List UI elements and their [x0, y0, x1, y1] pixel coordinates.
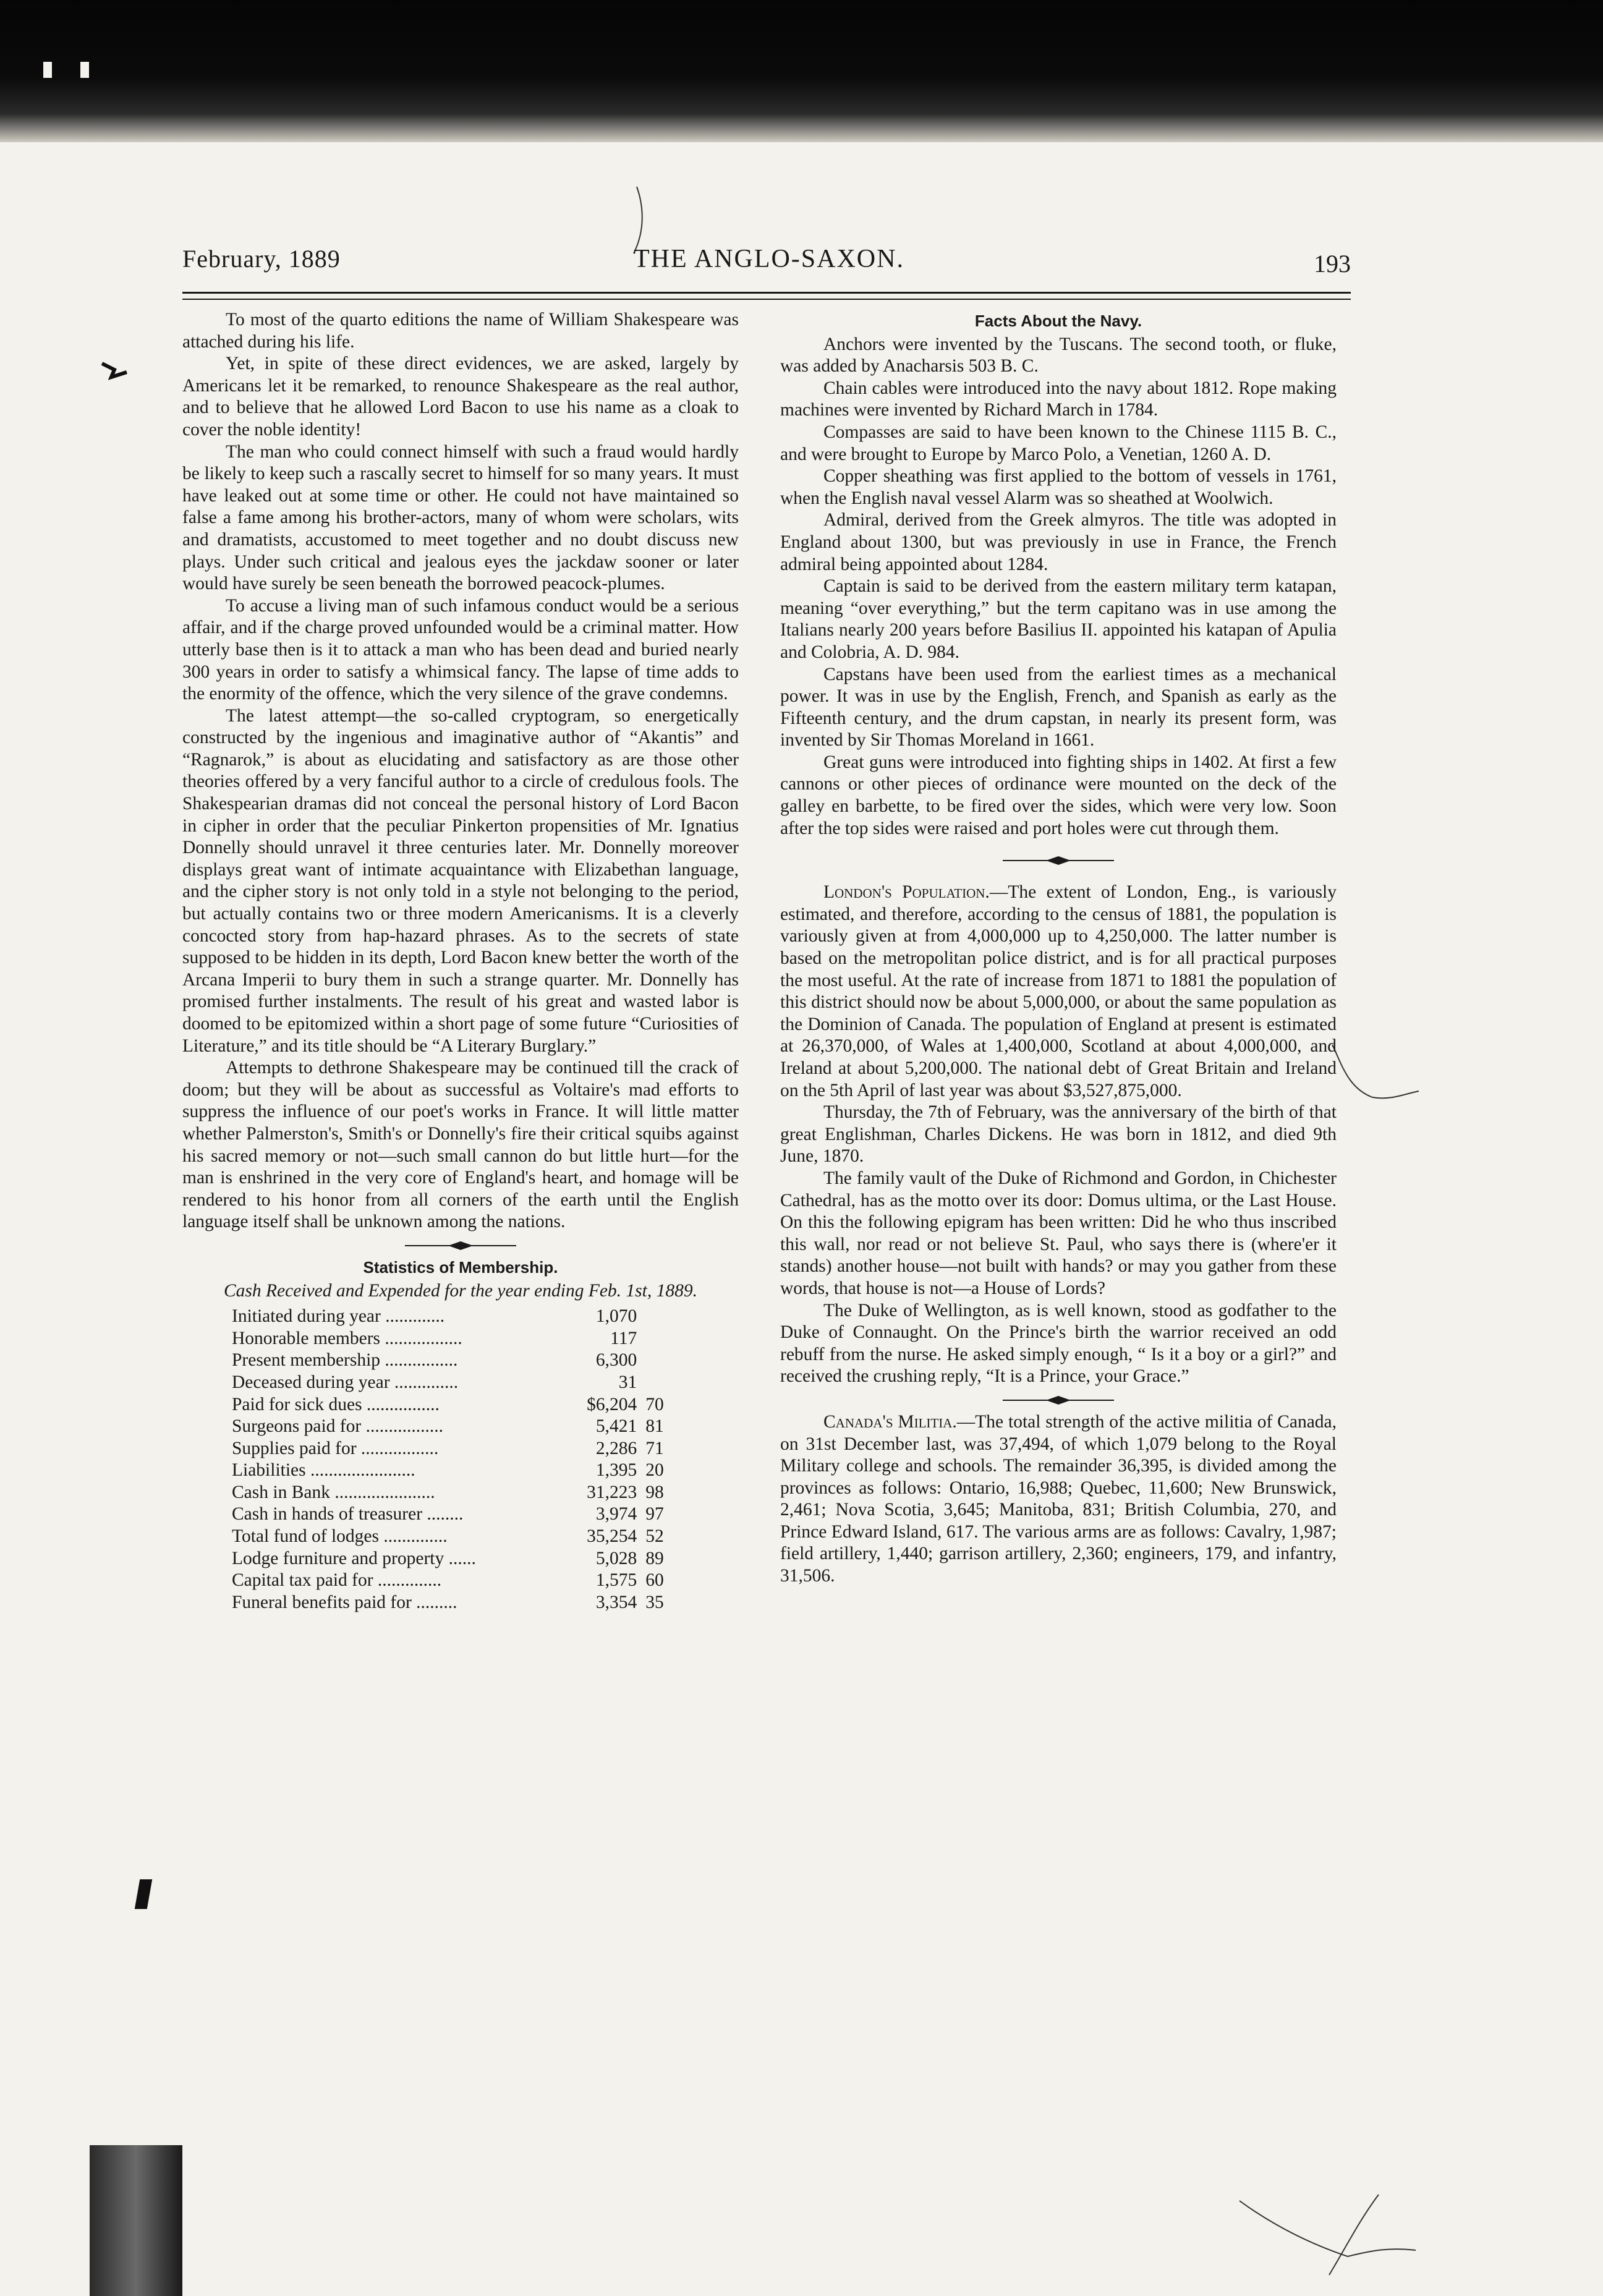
stats-cents: 60: [645, 1570, 664, 1591]
stats-label: Honorable members .................: [232, 1328, 462, 1348]
stats-amount: 3,974: [595, 1504, 637, 1524]
publication-title: THE ANGLO-SAXON.: [634, 245, 904, 273]
stats-label: Paid for sick dues ................: [232, 1394, 440, 1414]
scan-mark: [80, 62, 89, 78]
stats-cents: 97: [645, 1504, 664, 1524]
stats-row: [232, 1482, 689, 1504]
pen-scribble-bottom: [1236, 2188, 1422, 2281]
navy-paragraph: Chain cables were introduced into the navy about 1812. Rope making machines were invented by Richard March in 1784.: [780, 378, 1337, 420]
stats-label: Funeral benefits paid for .........: [232, 1592, 457, 1612]
section-divider: [182, 1238, 739, 1251]
stats-row: [232, 1460, 689, 1482]
stats-label: Deceased during year ..............: [232, 1372, 459, 1392]
stats-label: Total fund of lodges ..............: [232, 1526, 448, 1547]
left-column: [182, 309, 739, 1614]
scan-top-band: [0, 0, 1603, 142]
stats-cents: [637, 1306, 689, 1328]
stats-label: Lodge furniture and property ......: [232, 1548, 476, 1568]
stats-row: [232, 1416, 689, 1438]
canada-lead: Canada's Militia.: [823, 1411, 957, 1432]
stats-row: [232, 1372, 689, 1394]
stats-amount: 2,286: [595, 1438, 637, 1458]
article-paragraph: To accuse a living man of such infamous conduct would be a serious affair, and if the charge proved unfounded would be a criminal matter. How utterly base then is it to attack a man who has been dead and buried nearly 300 years in order to satisfy a whimsical fancy. The lapse of time adds to the enormity of the offence, which the very silence of the grave condemns.: [182, 595, 739, 704]
stats-cents: 35: [645, 1592, 664, 1612]
section-divider: [780, 853, 1337, 865]
page-number: 193: [1314, 250, 1351, 278]
stats-cents: [637, 1372, 689, 1394]
stats-amount: 1,575: [595, 1570, 637, 1591]
stats-row: [232, 1328, 689, 1350]
article-paragraph: Yet, in spite of these direct evidences, we are asked, largely by Americans let it be remarked, to renounce Shakespeare as the real author, and to believe that he allowed Lord Bacon to use his name as a cloak to cover the noble identity!: [182, 354, 739, 440]
stats-row: [232, 1592, 689, 1614]
stats-label: Supplies paid for .................: [232, 1438, 439, 1458]
stats-row: [232, 1548, 689, 1570]
stats-row: [232, 1350, 689, 1372]
stats-amount: 3,354: [595, 1592, 637, 1612]
stats-cents: 98: [645, 1482, 664, 1502]
stats-heading: Statistics of Membership.: [363, 1257, 558, 1277]
pen-mark-margin: [99, 359, 136, 383]
stats-cents: [637, 1328, 689, 1350]
stats-label: Initiated during year .............: [232, 1306, 445, 1327]
membership-stats-table: [232, 1306, 689, 1614]
right-column: [780, 309, 1337, 1588]
stats-cents: 81: [645, 1416, 664, 1437]
stats-cents: 52: [645, 1526, 664, 1547]
stats-amount: 117: [610, 1328, 637, 1348]
stats-subheading: Cash Received and Expended for the year ending Feb. 1st, 1889.: [224, 1280, 697, 1301]
stats-label: Cash in Bank ......................: [232, 1482, 435, 1502]
navy-paragraph: Anchors were invented by the Tuscans. The second tooth, or fluke, was added by Anacharsis 503 B. C.: [780, 334, 1337, 376]
navy-paragraph: Copper sheathing was first applied to the bottom of vessels in 1761, when the English naval vessel Alarm was so sheathed at Woolwich.: [780, 466, 1337, 508]
page-header: [182, 244, 1351, 287]
london-text: —The extent of London, Eng., is variously estimated, and therefore, according to the census of 1881, the population is variously given at from 4,000,000 up to 4,250,000. The latter number is based on the metropolitan police district, and is for all practical purposes the most useful. At the rate of increase from 1871 to 1881 the population of this district should now be about 5,000,000, or about the same population as the Dominion of Canada. The population of England at present is estimated at 26,370,000, of Wales at 1,400,000, Scotland at about 4,000,000, and Ireland at about 5,200,000. The national debt of Great Britain and Ireland on the 5th April of last year was about $3,527,875,000.: [780, 882, 1337, 1100]
stats-amount: 5,028: [595, 1548, 637, 1568]
stats-cents: 89: [645, 1548, 664, 1568]
canada-text: —The total strength of the active militia of Canada, on 31st December last, was 37,494, of which 1,079 belong to the Royal Military college and schools. The remainder 36,395, is divided among the provinces as follows: Ontario, 16,988; Quebec, 11,600; New Brunswick, 2,461; Nova Scotia, 3,645; Manitoba, 831; British Columbia, 270, and Prince Edward Island, 617. The various arms are as follows: Cavalry, 1,987; field artillery, 1,440; garrison artillery, 2,360; engineers, 179, and infantry, 31,506.: [780, 1411, 1337, 1586]
navy-heading: Facts About the Navy.: [974, 312, 1142, 330]
stats-label: Liabilities .......................: [232, 1460, 415, 1481]
stats-row: [232, 1526, 689, 1548]
stats-cents: 70: [645, 1394, 664, 1414]
stats-row: [232, 1503, 689, 1526]
scan-mark: [43, 62, 52, 78]
stats-label: Surgeons paid for .................: [232, 1416, 443, 1437]
london-paragraph: [780, 882, 1337, 1102]
richmond-paragraph: The family vault of the Duke of Richmond and Gordon, in Chichester Cathedral, has as the motto over its door: Domus ultima, or the Last House. On this the following epigram has been written: Did he who thus inscribed this wall, nor read or not believe St. Paul, who says there is (where'er it stands) another house—not built with hands? or may you gather from these words, that house is not—a House of Lords?: [780, 1168, 1337, 1298]
stats-row: [232, 1394, 689, 1416]
navy-paragraph: Compasses are said to have been known to the Chinese 1115 B. C., and were brought to Europe by Marco Polo, a Venetian, 1260 A. D.: [780, 422, 1337, 464]
stats-amount: 1,395: [595, 1460, 637, 1481]
navy-paragraph: Great guns were introduced into fighting ships in 1402. At first a few cannons or other pieces of ordinance were mounted on the deck of the galley en barbette, to be fired over the sides, which were very low. Soon after the top sides were raised and port holes were cut through them.: [780, 752, 1337, 838]
article-paragraph: The man who could connect himself with such a fraud would hardly be likely to keep such a rascally secret to himself for so many years. It must have leaked out at some time or other. He could not have maintained so false a fame among his brother-actors, many of whom were scholars, wits and dramatists, accustomed to meet together and no doubt discuss new plays. Under such critical and jealous eyes the jackdaw sooner or later would have surely be seen beneath the borrowed peacock-plumes.: [182, 441, 739, 594]
ink-blot: [135, 1879, 152, 1909]
stats-amount: 31,223: [587, 1482, 637, 1502]
binding-clip: [90, 2145, 182, 2296]
article-paragraph: The latest attempt—the so-called cryptogram, so energetically constructed by the ingenious and imaginative author of “Akantis” and “Ragnarok,” is about as elucidating and satisfactory as are those other theories offered by a very fanciful author to a circle of credulous fools. The Shakespearian dramas did not conceal the personal history of Lord Bacon in cipher in order that the peculiar Pinkerton propensities of Mr. Ignatius Donnelly should unravel it three centuries later. Mr. Donnelly moreover displays great want of intimate acquaintance with Elizabethan language, and the cipher story is not only told in a style not belonging to the period, but actually contains two or three modern Americanisms. It is a cleverly concocted story from hap-hazard phrases. As to the secrets of state supposed to be hidden in its depth, Lord Bacon knew better the worth of the Arcana Imperii to bury them in such a strange quarter. Mr. Donnelly has promised further instalments. The result of his great and wasted labor is doomed to be epitomized within a short page of some future “Curiosities of Literature,” and its title should be “A Literary Burglary.”: [182, 705, 739, 1056]
stats-amount: 6,300: [595, 1350, 637, 1371]
stats-amount: 31: [618, 1372, 637, 1392]
navy-paragraph: Capstans have been used from the earliest times as a mechanical power. It was in use by the English, French, and Spanish as early as the Fifteenth century, and the drum capstan, in nearly its present form, was invented by Sir Thomas Moreland in 1661.: [780, 664, 1337, 750]
canada-paragraph: [780, 1411, 1337, 1588]
section-divider: [780, 1393, 1337, 1405]
issue-date: February, 1889: [182, 245, 341, 273]
stats-label: Cash in hands of treasurer ........: [232, 1504, 464, 1524]
stats-cents: 20: [645, 1460, 664, 1481]
wellington-paragraph: The Duke of Wellington, as is well known, stood as godfather to the Duke of Connaught. On the Prince's birth the warrior received an odd rebuff from the nurse. He asked simply enough, “ Is it a boy or a girl?” and received the crushing reply, “It is a Prince, your Grace.”: [780, 1300, 1337, 1387]
stats-amount: $6,204: [587, 1394, 637, 1414]
dickens-paragraph: Thursday, the 7th of February, was the anniversary of the birth of that great Englishman, Charles Dickens. He was born in 1812, and died 9th June, 1870.: [780, 1102, 1337, 1167]
london-lead: London's Population.: [823, 882, 990, 903]
stats-amount: 35,254: [587, 1526, 637, 1547]
stats-row: [232, 1438, 689, 1460]
stats-row: [232, 1306, 689, 1328]
header-rule: [182, 292, 1351, 300]
article-paragraph: To most of the quarto editions the name of William Shakespeare was attached during his life.: [182, 310, 739, 352]
stats-cents: [637, 1350, 689, 1372]
navy-paragraph: Captain is said to be derived from the eastern military term katapan, meaning “over everything,” but the term capitano was in use among the Italians nearly 200 years before Basilius II. appointed his katapan of Apulia and Colobria, A. D. 984.: [780, 576, 1337, 662]
pen-scribble-right: [1329, 1039, 1422, 1113]
stats-amount: 5,421: [595, 1416, 637, 1437]
stats-row: [232, 1570, 689, 1592]
stats-label: Present membership ................: [232, 1350, 458, 1371]
stats-amount: 1,070: [595, 1306, 637, 1327]
stats-cents: 71: [645, 1438, 664, 1458]
article-paragraph: Attempts to dethrone Shakespeare may be continued till the crack of doom; but they will be about as successful as Voltaire's mad efforts to suppress the influence of our poet's works in France. It will little matter whether Palmerston's, Smith's or Donnelly's fire their critical squibs against his sacred memory or not—such small cannon do but little hurt—for the man is enshrined in the very core of England's heart, and homage will be rendered to his honor from all corners of the earth until the English language itself shall be unknown among the nations.: [182, 1058, 739, 1232]
stats-label: Capital tax paid for ..............: [232, 1570, 442, 1591]
navy-paragraph: Admiral, derived from the Greek almyros. The title was adopted in England about 1300, but was previously in use in France, the French admiral being appointed about 1284.: [780, 510, 1337, 574]
